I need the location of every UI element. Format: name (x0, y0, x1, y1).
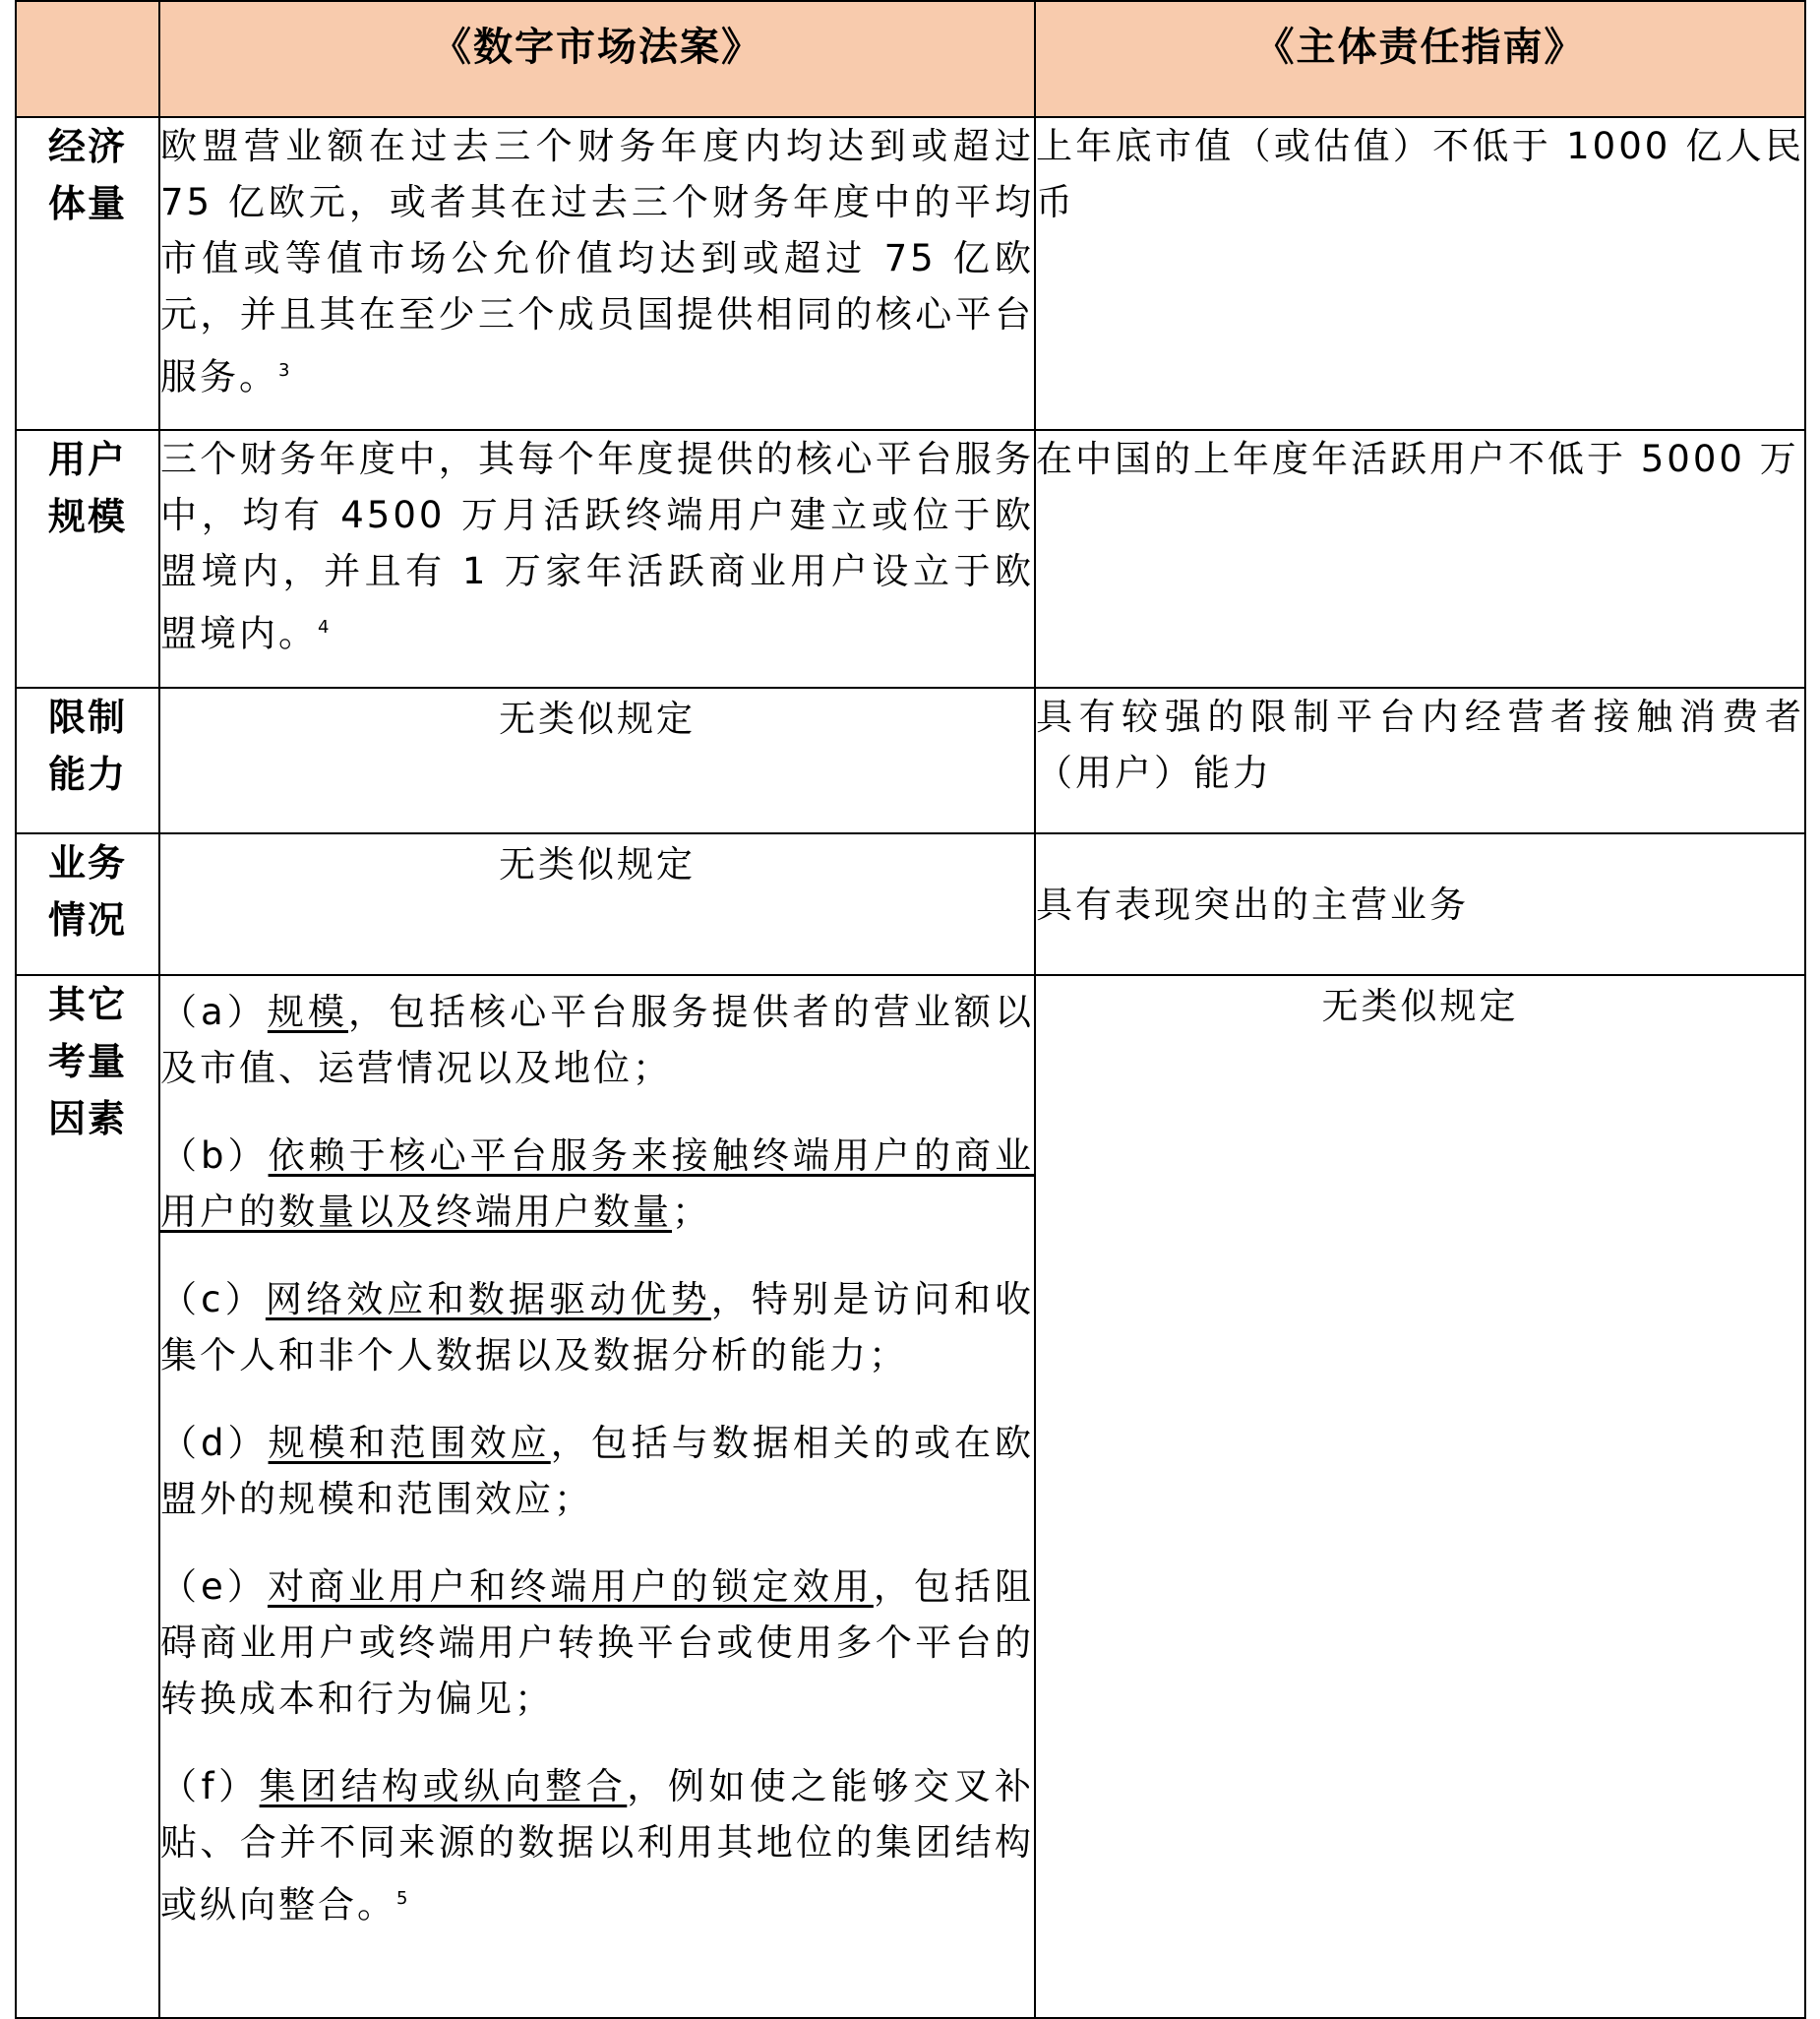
footnote-ref: 4 (318, 617, 330, 638)
row-label: 其它考量因素 (16, 975, 159, 2018)
comparison-table (15, 0, 1806, 2019)
factor-e: （e）对商业用户和终端用户的锁定效用，包括阻碍商业用户或终端用户转换平台或使用多个平台的转换成本和行为偏见； (160, 1565, 1035, 1720)
row-economic-size (16, 117, 1805, 430)
guide-cell: 无类似规定 (1035, 975, 1805, 2018)
dma-cell: 三个财务年度中，其每个年度提供的核心平台服务中，均有 4500 万月活跃终端用户建立或位于欧盟境内，并且有 1 万家年活跃商业用户设立于欧盟境内。$^4$ (159, 430, 1035, 688)
factor-a: （a）规模，包括核心平台服务提供者的营业额以及市值、运营情况以及地位； (160, 991, 1034, 1089)
header-corner (16, 1, 159, 117)
row-label: 用户规模 (16, 430, 159, 688)
factor-d: （d）规模和范围效应，包括与数据相关的或在欧盟外的规模和范围效应； (160, 1422, 1034, 1520)
guide-cell: 上年底市值（或估值）不低于 1000 亿人民币 (1035, 117, 1805, 430)
guide-cell: 具有表现突出的主营业务 (1035, 833, 1805, 975)
dma-cell (159, 975, 1035, 2018)
row-other-factors (16, 975, 1805, 2018)
row-user-scale (16, 430, 1805, 688)
guide-cell: 在中国的上年度年活跃用户不低于 5000 万 (1035, 430, 1805, 688)
dma-cell: 无类似规定 (159, 833, 1035, 975)
factor-b: （b）依赖于核心平台服务来接触终端用户的商业用户的数量以及终端用户数量； (160, 1134, 1034, 1233)
header-dma: 《数字市场法案》 (159, 1, 1035, 117)
dma-cell: 无类似规定 (159, 688, 1035, 833)
header-row (16, 1, 1805, 117)
footnote-ref: 3 (278, 360, 290, 381)
dma-cell: 欧盟营业额在过去三个财务年度内均达到或超过 75 亿欧元，或者其在过去三个财务年度中的平均市值或等值市场公允价值均达到或超过 75 亿欧元，并且其在至少三个成员国提供相同的核心平台服务。$^3$ (159, 117, 1035, 430)
row-business (16, 833, 1805, 975)
row-label: 业务情况 (16, 833, 159, 975)
row-label: 经济体量 (16, 117, 159, 430)
guide-cell: 具有较强的限制平台内经营者接触消费者（用户）能力 (1035, 688, 1805, 833)
row-restriction (16, 688, 1805, 833)
factor-c: （c）网络效应和数据驱动优势，特别是访问和收集个人和非个人数据以及数据分析的能力； (160, 1278, 1035, 1377)
row-label: 限制能力 (16, 688, 159, 833)
factor-f: （f）集团结构或纵向整合，例如使之能够交叉补贴、合并不同来源的数据以利用其地位的集团结构或纵向整合。$^5$ (160, 1765, 1034, 1927)
footnote-ref: 5 (396, 1888, 408, 1909)
header-guide: 《主体责任指南》 (1035, 1, 1805, 117)
